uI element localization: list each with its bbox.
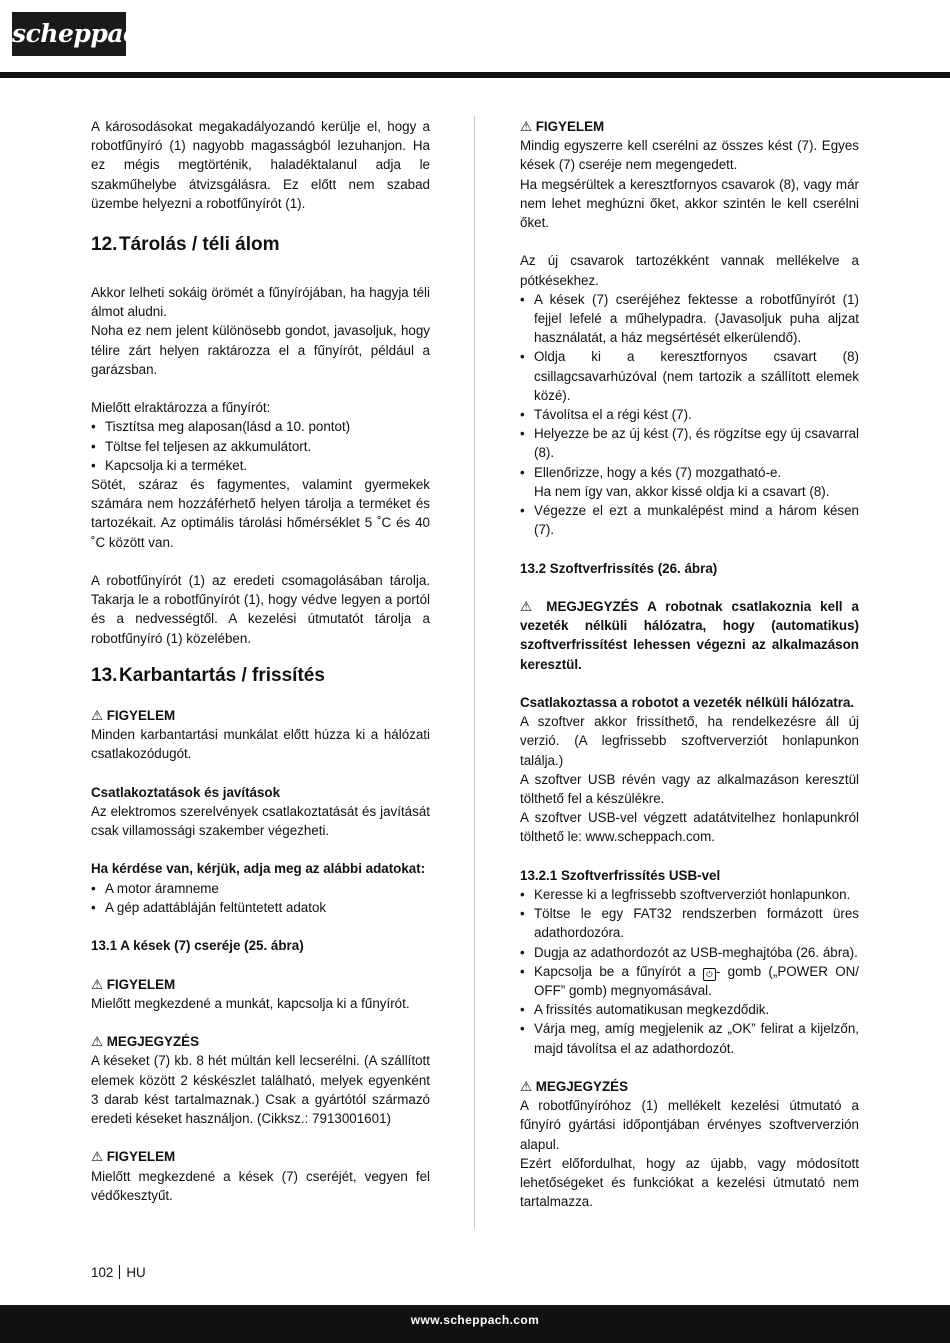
list-item: • Ellenőrizze, hogy a kés (7) mozgatható-e. Ha nem így van, akkor kissé oldja ki a csavart (8).: [520, 463, 859, 501]
list-item: • A motor áramneme: [91, 879, 430, 898]
section-13-2-1-title: 13.2.1 Szoftverfrissítés USB-vel: [520, 867, 721, 883]
list-item: • Oldja ki a keresztfornyos csavart (8) csillagcsavarhúzóval (nem tartozik a szállított elemek közé).: [520, 347, 859, 405]
note-label: ⚠ MEGJEGYZÉS: [520, 1077, 859, 1096]
list-item: • Kapcsolja be a fűnyírót a ⏻ - gomb („POWER ON/ OFF” gomb) megnyomásával.: [520, 962, 859, 1000]
s12-paragraph-5: A robotfűnyírót (1) az eredeti csomagolásában tárolja. Takarja le a robotfűnyírót (1), hogy védve legyen a portól és a nedvességtől. A kezelési útmutatót tárolja a robotfűnyíró (1) közelében.: [91, 573, 430, 646]
section-13-1-title: 13.1 A kések (7) cseréje (25. ábra): [91, 938, 304, 954]
list-item: • Tisztítsa meg alaposan(lásd a 10. pontot): [91, 417, 430, 436]
list-item: • A gép adattábláján feltüntetett adatok: [91, 898, 430, 917]
list-item: • Töltse le egy FAT32 rendszerben formázott üres adathordozóra.: [520, 904, 859, 942]
list-item: • Keresse ki a legfrissebb szoftververziót honlapunkon.: [520, 885, 859, 904]
wifi-title: Csatlakoztassa a robotot a vezeték nélküli hálózatra.: [520, 695, 855, 711]
section-13-heading: 13.Karbantartás / frissítés: [91, 664, 325, 686]
warning-text: Minden karbantartási munkálat előtt húzza ki a hálózati csatlakozódugót.: [91, 727, 430, 762]
warning-label: ⚠ FIGYELEM: [520, 117, 859, 136]
questions-list: [91, 879, 430, 917]
note-text: A késeket (7) kb. 8 hét múltán kell lecserélni. (A szállított elemek között 2 késkészlet található, melyek egyenként 3 darab kést tartalmaznak.) Csak a gyártótól származó eredeti késeket használjon. (Cikksz.: 7913001601): [91, 1053, 430, 1127]
list-item: • Dugja az adathordozót az USB-meghajtóba (26. ábra).: [520, 943, 859, 962]
page-number: 102 HU: [91, 1265, 146, 1280]
intro-paragraph: A károsodásokat megakadályozandó kerülje el, hogy a robotfűnyíró (1) nagyobb magasságból lezuhanjon. Ha ez mégis megtörténik, haladéktalanul adja le szakműhelybe átvizsgálásra. Ez előtt nem szabad üzembe helyezni a robotfűnyírót (1).: [91, 119, 430, 211]
s12-paragraph-2: Noha ez nem jelent különösebb gondot, javasoljuk, hogy télire zárt helyen raktározza el a fűnyírót, például a garázsban.: [91, 323, 430, 377]
list-item: • Kapcsolja ki a terméket.: [91, 456, 430, 475]
s12-paragraph-3: Mielőtt elraktározza a fűnyírót:: [91, 400, 271, 416]
list-item: • Távolítsa el a régi kést (7).: [520, 405, 859, 424]
blade-steps-list: [520, 290, 859, 540]
warning-label: ⚠ FIGYELEM: [91, 1147, 430, 1166]
left-column: [91, 117, 430, 1205]
s12-list: [91, 417, 430, 475]
warning-text: Mindig egyszerre kell cserélni az összes kést (7). Egyes kések (7) cseréje nem megengedett.: [520, 138, 859, 173]
list-item: • A frissítés automatikusan megkezdődik.: [520, 1000, 859, 1019]
right-column: [520, 117, 859, 1211]
scheppach-logo: scheppach: [12, 12, 126, 56]
warning-text: Ha megsérültek a keresztfornyos csavarok (8), vagy már nem lehet meghúzni őket, akkor szintén le kell cserélni őket.: [520, 176, 859, 231]
note-text: A robotfűnyíróhoz (1) mellékelt kezelési útmutató a fűnyíró gyártási időpontjában érvényes szoftververzión alapul.: [520, 1098, 859, 1152]
questions-title: Ha kérdése van, kérjük, adja meg az alábbi adatokat:: [91, 861, 426, 877]
power-button-icon: ⏻: [703, 968, 716, 981]
connections-text: Az elektromos szerelvények csatlakoztatását és javítását csak villamossági szakember végezheti.: [91, 803, 430, 839]
s12-paragraph-4: Sötét, száraz és fagymentes, valamint gyermekek számára nem hozzáférhető helyen tárolja a terméket és tartozékait. Az optimális tárolási hőmérséklet 5 ˚C és 40 ˚C között van.: [91, 477, 430, 550]
s12-paragraph-1: Akkor lelheti sokáig örömét a fűnyírójában, ha hagyja téli álmot aludni.: [91, 285, 430, 320]
list-item: • Várja meg, amíg megjelenik az „OK” felirat a kijelzőn, majd távolítsa el az adathordozót.: [520, 1019, 859, 1057]
section-13-2-title: 13.2 Szoftverfrissítés (26. ábra): [520, 560, 718, 576]
warning-text: Mielőtt megkezdené a kések (7) cseréjét, vegyen fel védőkesztyűt.: [91, 1168, 430, 1203]
warning-text: Mielőtt megkezdené a munkát, kapcsolja ki a fűnyírót.: [91, 995, 410, 1011]
list-item: • Töltse fel teljesen az akkumulátort.: [91, 437, 430, 456]
list-item: • A kések (7) cseréjéhez fektesse a robotfűnyírót (1) fejjel lefelé a műhelypadra. (Javasoljuk puha aljzat használatát, a ház megsértését elkerülendő).: [520, 290, 859, 348]
page-header: [0, 0, 950, 76]
wifi-paragraph-2: A szoftver USB révén vagy az alkalmazáson keresztül tölthető fel a készülékre.: [520, 771, 859, 807]
wifi-paragraph-1: A szoftver akkor frissíthető, ha rendelkezésre áll új verzió. (A legfrissebb szoftververziót honlapunkon találja.): [520, 714, 859, 768]
column-divider: [474, 116, 475, 1229]
header-rule: [0, 72, 950, 78]
note-label: ⚠ MEGJEGYZÉS: [91, 1032, 430, 1051]
usb-steps-list: [520, 885, 859, 1058]
warning-label: ⚠ FIGYELEM: [91, 975, 430, 994]
connections-title: Csatlakoztatások és javítások: [91, 784, 281, 800]
section-12-heading: 12.Tárolás / téli álom: [91, 234, 280, 256]
list-item: • Végezze el ezt a munkalépést mind a három késen (7).: [520, 501, 859, 539]
wifi-paragraph-3: A szoftver USB-vel végzett adatátvitelhez honlapunkról tölthető le: www.scheppach.com.: [520, 810, 859, 845]
warning-label: ⚠ FIGYELEM: [91, 706, 430, 725]
accessory-paragraph: Az új csavarok tartozékként vannak mellékelve a pótkésekhez.: [520, 253, 859, 288]
note-text: Ezért előfordulhat, hogy az újabb, vagy módosított lehetőségeket és funkciókat a kezelési útmutató nem tartalmazza.: [520, 1155, 859, 1210]
footer-url[interactable]: www.scheppach.com: [410, 1313, 540, 1327]
list-item: • Helyezze be az új kést (7), és rögzítse egy új csavarral (8).: [520, 424, 859, 462]
note-bold-text: ⚠ MEGJEGYZÉS A robotnak csatlakoznia kell a vezeték nélküli hálózatra, hogy (automatikus) szoftverfrissítést lehessen végezni az alkalmazáson keresztül.: [520, 597, 859, 674]
